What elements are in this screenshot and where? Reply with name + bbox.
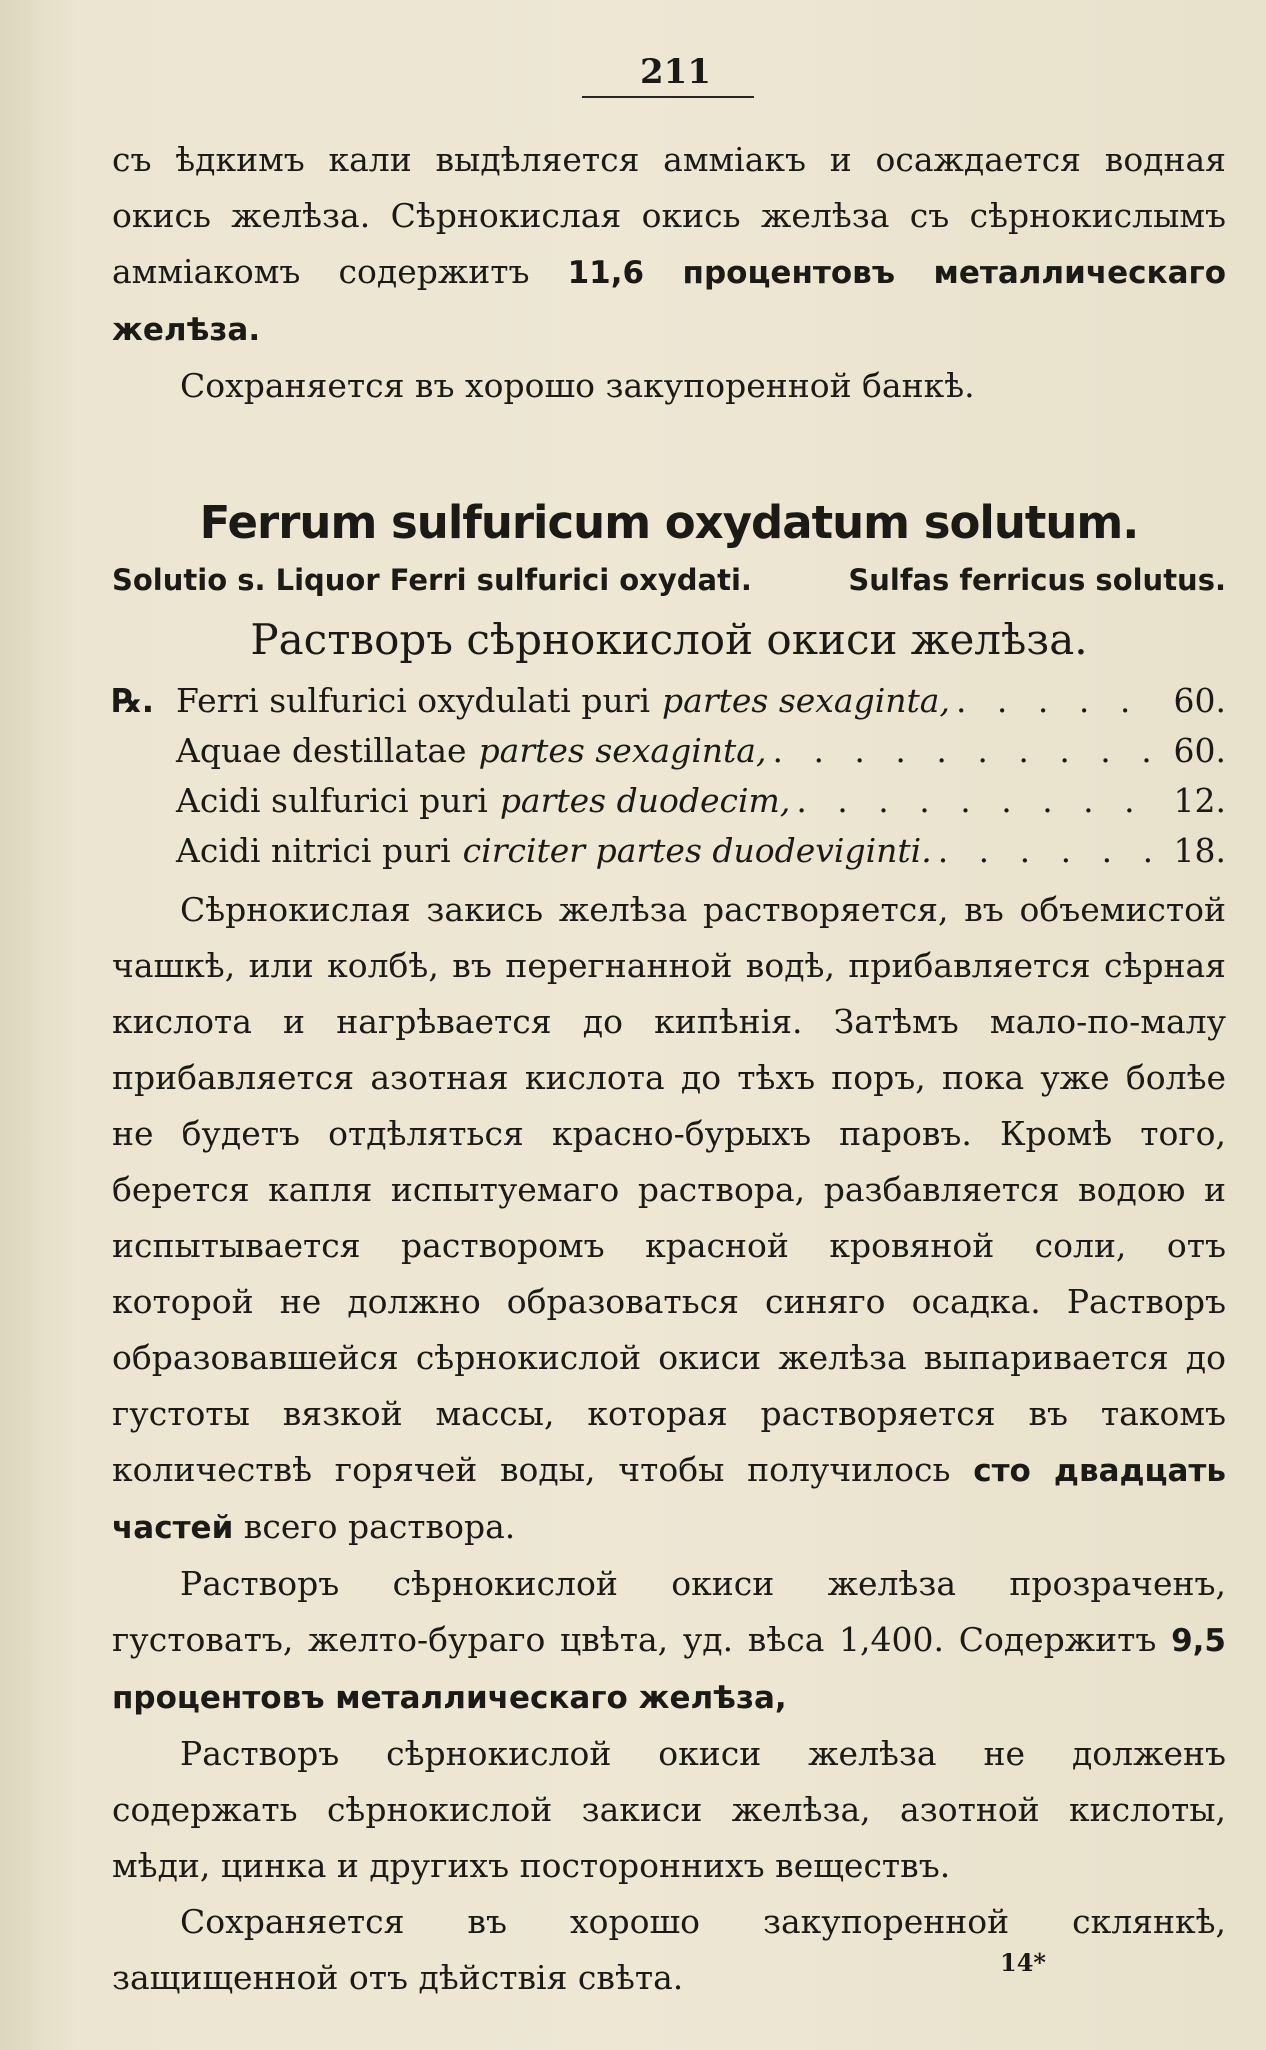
ingredient-amount: 12. <box>1173 781 1226 820</box>
article-heading-latin: Ferrum sulfuricum oxydatum solutum. <box>199 496 1139 549</box>
leader-dots <box>796 776 1160 826</box>
leader-dots <box>938 826 1160 876</box>
article-heading-russian: Растворъ сѣрнокислой окиси желѣза. <box>250 615 1088 664</box>
preparation-text: Сѣрнокислая закись желѣза растворяется, въ объемистой чашкѣ, или колбѣ, въ перегнанной водѣ, прибавляется сѣрная кислота и нагрѣвается до кипѣнія. Затѣмъ мало-по-малу прибавляется азотная кислота до тѣхъ поръ, пока уже болѣе не будетъ отдѣляться красно-бурыхъ паровъ. Кромѣ того, берется капля испытуемаго раствора, разбавляется водою и испытывается растворомъ красной кровяной соли, отъ которой не должно образоваться синяго осадка. Растворъ образовавшейся сѣрнокислой окиси желѣза выпаривается до густоты вязкой массы, которая растворяется въ такомъ количествѣ горячей воды, чтобы получилось <box>112 890 1226 1489</box>
ingredient-quantity: circiter partes duodeviginti. <box>462 831 932 870</box>
description-text: Растворъ сѣрнокислой окиси желѣза прозраченъ, густоватъ, желто-бураго цвѣта, уд. вѣса 1,400. Содержитъ <box>112 1564 1226 1659</box>
signature-mark: 14* <box>1000 1948 1046 1977</box>
ingredient-quantity: partes sexaginta, <box>478 731 767 770</box>
synonyms-line <box>112 556 1226 604</box>
leader-dots <box>956 676 1160 726</box>
ingredient-name: Acidi sulfurici puri <box>176 781 488 820</box>
synonym-left: Solutio s. Liquor Ferri sulfurici oxydati. <box>112 563 752 597</box>
top-paragraph-line-3-regular: амміакомъ содержитъ <box>112 252 568 291</box>
ingredient-name: Ferri sulfurici oxydulati puri <box>176 681 651 720</box>
synonym-right: Sulfas ferricus solutus. <box>848 563 1226 597</box>
storage-note-1: Сохраняется въ хорошо закупоренной банкѣ. <box>180 366 975 405</box>
header-rule <box>582 96 754 98</box>
preparation-bold: сто двадцать частей <box>112 1453 1226 1546</box>
recipe-row <box>112 676 1226 726</box>
iron-content-bold: 11,6 процентовъ металлическаго желѣза. <box>112 255 1226 348</box>
page-content <box>112 132 1226 2006</box>
ingredient-quantity: partes duodecim, <box>499 781 791 820</box>
top-paragraph-line-2: окись желѣза. Сѣрнокислая окись желѣза съ сѣрнокислымъ <box>112 196 1226 235</box>
ingredient-name: Acidi nitrici puri <box>176 831 451 870</box>
recipe-row <box>112 826 1226 876</box>
recipe-row <box>112 726 1226 776</box>
top-paragraph-line-1: съ ѣдкимъ кали выдѣляется амміакъ и осаждается водная <box>112 140 1226 179</box>
recipe-row <box>112 776 1226 826</box>
top-paragraph-line-3 <box>112 244 1226 358</box>
ingredient-amount: 60. <box>1173 681 1226 720</box>
ingredient-name: Aquae destillatae <box>176 731 467 770</box>
purity-paragraph: Растворъ сѣрнокислой окиси желѣза не долженъ содержать сѣрнокислой закиси желѣза, азотной кислоты, мѣди, цинка и другихъ постороннихъ веществъ. <box>112 1734 1226 1885</box>
top-paragraph <box>112 132 1226 358</box>
ingredient-quantity: partes sexaginta, <box>662 681 950 720</box>
storage-note-2: Сохраняется въ хорошо закупоренной склянкѣ, защищенной отъ дѣйствія свѣта. <box>112 1902 1226 1997</box>
recipe-symbol: ℞. <box>112 681 155 720</box>
ingredient-amount: 18. <box>1173 831 1226 870</box>
ingredient-amount: 60. <box>1173 731 1226 770</box>
page-number: 211 <box>640 52 711 92</box>
preparation-tail: всего раствора. <box>233 1507 516 1546</box>
description-paragraph <box>112 1556 1226 1726</box>
description-bold: 9,5 процентовъ металлическаго желѣза, <box>112 1623 1226 1716</box>
leader-dots <box>772 726 1160 776</box>
recipe <box>112 676 1226 876</box>
preparation-paragraph <box>112 882 1226 1556</box>
